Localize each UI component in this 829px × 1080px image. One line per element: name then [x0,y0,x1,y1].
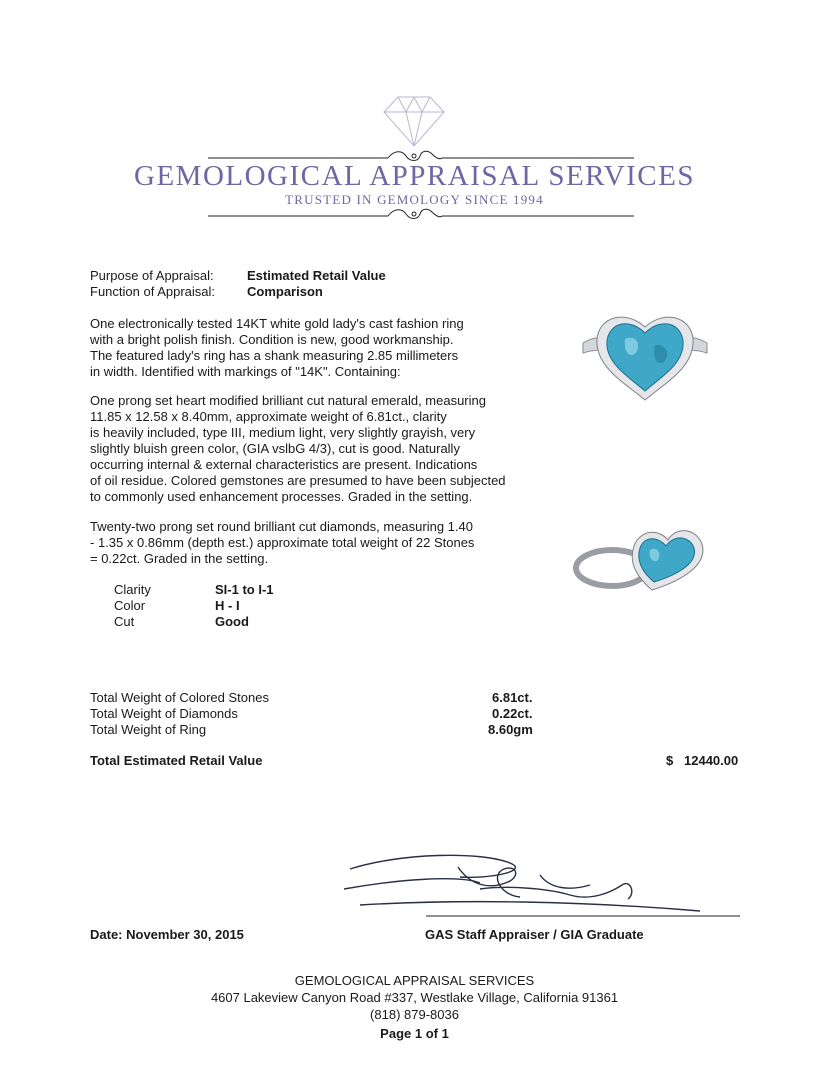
grading-label-clarity: Clarity [114,582,151,597]
ring-photo-side [572,520,712,605]
total-ring-value: 8.60gm [488,722,533,737]
total-diamonds-label: Total Weight of Diamonds [90,706,238,721]
retail-value-label: Total Estimated Retail Value [90,753,263,768]
appraisal-date: Date: November 30, 2015 [90,927,244,942]
retail-value-currency: $ [666,753,674,768]
ring-description: One electronically tested 14KT white gold lady's cast fashion ring with a bright polish finish. Condition is new, good workmanship. The featured lady's ring has a shank measuring 2.85 millimeters in width. Identified with markings of "14K". Containing: [90,316,464,379]
footer-company: GEMOLOGICAL APPRAISAL SERVICES [294,973,535,988]
footer-phone: (818) 879-8036 [370,1007,459,1022]
grading-value-clarity: SI-1 to I-1 [215,582,274,597]
company-tagline: TRUSTED IN GEMOLOGY SINCE 1994 [285,192,544,207]
function-label: Function of Appraisal: [90,284,216,299]
appraiser-signature [340,845,760,930]
page-number: Page 1 of 1 [380,1026,449,1041]
grading-label-cut: Cut [114,614,135,629]
grading-value-cut: Good [215,614,249,629]
center-stone-description: One prong set heart modified brilliant cut natural emerald, measuring 11.85 x 12.58 x 8.40mm, approximate weight of 6.81ct., clarity is heavily included, type III, medium light, very slightly grayish, very slightly bluish green color, (GIA vslbG 4/3), cut is good. Naturally occurring internal & external characteristics are present. Indications of oil residue. Colored gemstones are presumed to have been subjected to commonly used enhancement processes. Graded in the setting. [90,393,506,504]
grading-value-color: H - I [215,598,240,613]
total-colored-stones-value: 6.81ct. [492,690,533,705]
ring-photo-front [575,305,715,410]
appraiser-title: GAS Staff Appraiser / GIA Graduate [425,927,644,942]
purpose-label: Purpose of Appraisal: [90,268,214,283]
total-ring-label: Total Weight of Ring [90,722,207,737]
company-name: GEMOLOGICAL APPRAISAL SERVICES [134,160,695,192]
total-colored-stones-label: Total Weight of Colored Stones [90,690,269,705]
function-value: Comparison [247,284,323,299]
purpose-value: Estimated Retail Value [247,268,386,283]
footer-address: 4607 Lakeview Canyon Road #337, Westlake Village, California 91361 [210,990,619,1005]
retail-value-amount: 12440.00 [684,753,739,768]
diamonds-description: Twenty-two prong set round brilliant cut diamonds, measuring 1.40 - 1.35 x 0.86mm (depth est.) approximate total weight of 22 Stones = 0.22ct. Graded in the setting. [90,519,475,566]
total-diamonds-value: 0.22ct. [492,706,533,721]
grading-label-color: Color [114,598,146,613]
